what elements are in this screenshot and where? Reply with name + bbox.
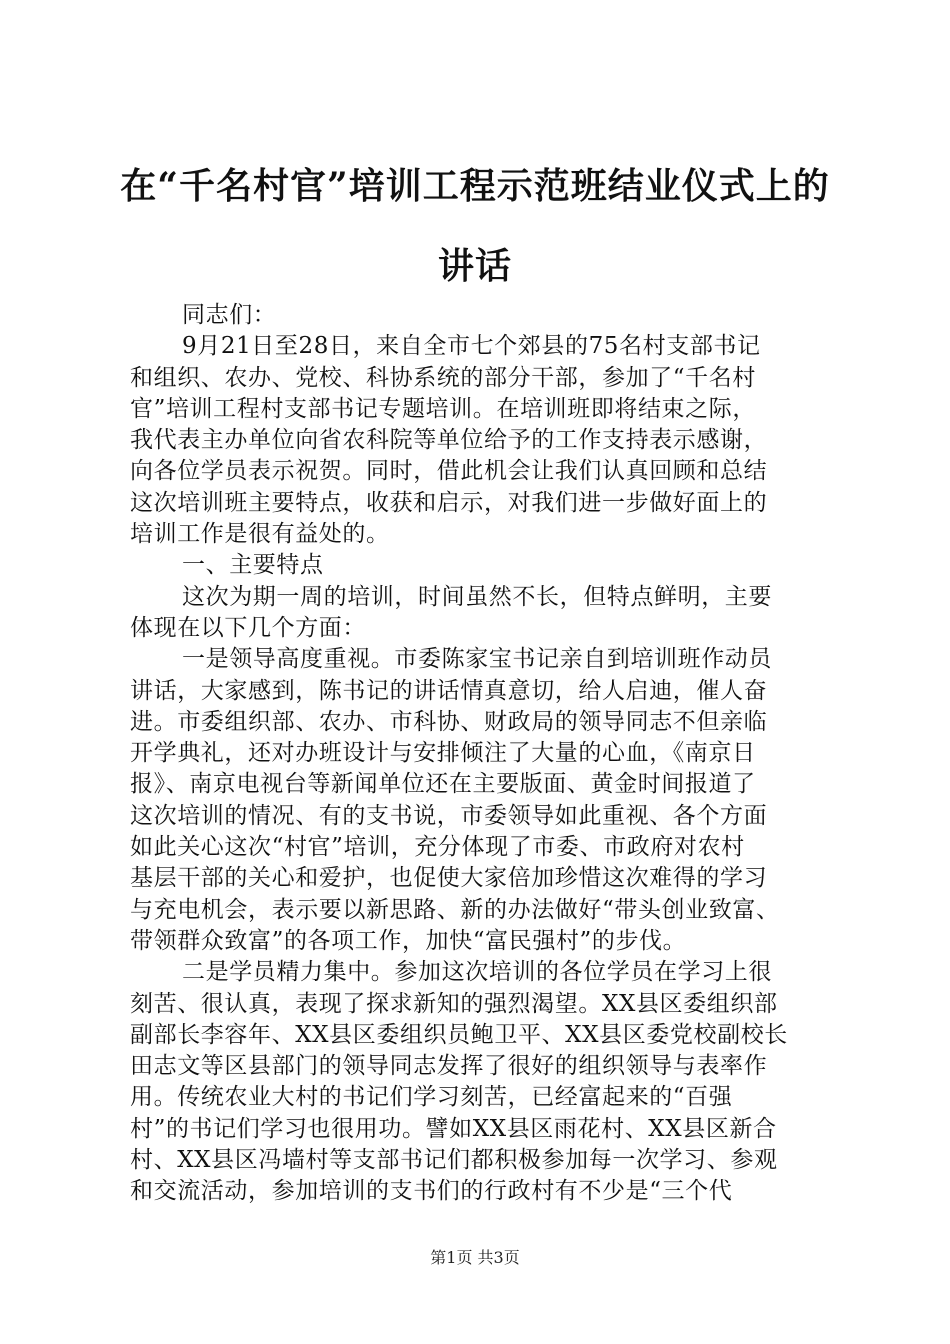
body-line: 副部长李容年、XX县区委组织员鲍卫平、XX县区委党校副校长 <box>130 1021 788 1048</box>
body-line: 培训工作是很有益处的。 <box>130 521 390 548</box>
body-line: 这次为期一周的培训，时间虽然不长，但特点鲜明，主要 <box>182 583 772 610</box>
body-line: 向各位学员表示祝贺。同时，借此机会让我们认真回顾和总结 <box>130 458 768 485</box>
document-title-line-2: 讲话 <box>437 245 512 287</box>
body-line: 田志文等区县部门的领导同志发挥了很好的组织领导与表率作 <box>130 1053 768 1080</box>
document-body <box>130 300 840 1208</box>
body-line: 二是学员精力集中。参加这次培训的各位学员在学习上很 <box>182 959 772 986</box>
body-line: 报》、南京电视台等新闻单位还在主要版面、黄金时间报道了 <box>130 771 756 798</box>
body-line: 9月21日至28日，来自全市七个郊县的75名村支部书记 <box>182 333 761 360</box>
body-line: 官”培训工程村支部书记专题培训。在培训班即将结束之际， <box>130 395 756 422</box>
body-line: 这次培训班主要特点，收获和启示，对我们进一步做好面上的 <box>130 489 768 516</box>
body-line: 我代表主办单位向省农科院等单位给予的工作支持表示感谢， <box>130 427 768 454</box>
body-line: 如此关心这次“村官”培训，充分体现了市委、市政府对农村 <box>130 834 745 861</box>
body-line: 一、主要特点 <box>182 552 324 579</box>
body-line: 基层干部的关心和爱护，也促使大家倍加珍惜这次难得的学习 <box>130 865 768 892</box>
body-line: 同志们： <box>182 302 277 328</box>
page-footer: 第1页 共3页 <box>430 1248 520 1267</box>
body-line: 与充电机会，表示要以新思路、新的办法做好“带头创业致富、 <box>130 896 780 923</box>
body-line: 刻苦、很认真，表现了探求新知的强烈渴望。XX县区委组织部 <box>130 990 778 1017</box>
body-line: 进。市委组织部、农办、市科协、财政局的领导同志不但亲临 <box>130 708 768 735</box>
body-line: 带领群众致富”的各项工作，加快“富民强村”的步伐。 <box>130 927 687 954</box>
body-line: 村”的书记们学习也很用功。譬如XX县区雨花村、XX县区新合 <box>130 1115 777 1142</box>
body-line: 开学典礼，还对办班设计与安排倾注了大量的心血，《南京日 <box>130 740 756 767</box>
body-line: 这次培训的情况、有的支书说，市委领导如此重视、各个方面 <box>130 802 768 829</box>
body-line: 和组织、农办、党校、科协系统的部分干部，参加了“千名村 <box>130 364 756 391</box>
body-line: 讲话，大家感到，陈书记的讲话情真意切，给人启迪，催人奋 <box>130 677 768 704</box>
body-line: 村、XX县区冯墙村等支部书记们都积极参加每一次学习、参观 <box>130 1147 778 1174</box>
body-line: 用。传统农业大村的书记们学习刻苦，已经富起来的“百强 <box>130 1084 733 1111</box>
document-title-line-1: 在“千名村官”培训工程示范班结业仪式上的 <box>120 165 830 207</box>
body-line: 体现在以下几个方面： <box>130 614 366 641</box>
body-line: 和交流活动，参加培训的支书们的行政村有不少是“三个代 <box>130 1178 733 1205</box>
body-line: 一是领导高度重视。市委陈家宝书记亲自到培训班作动员 <box>182 646 772 673</box>
